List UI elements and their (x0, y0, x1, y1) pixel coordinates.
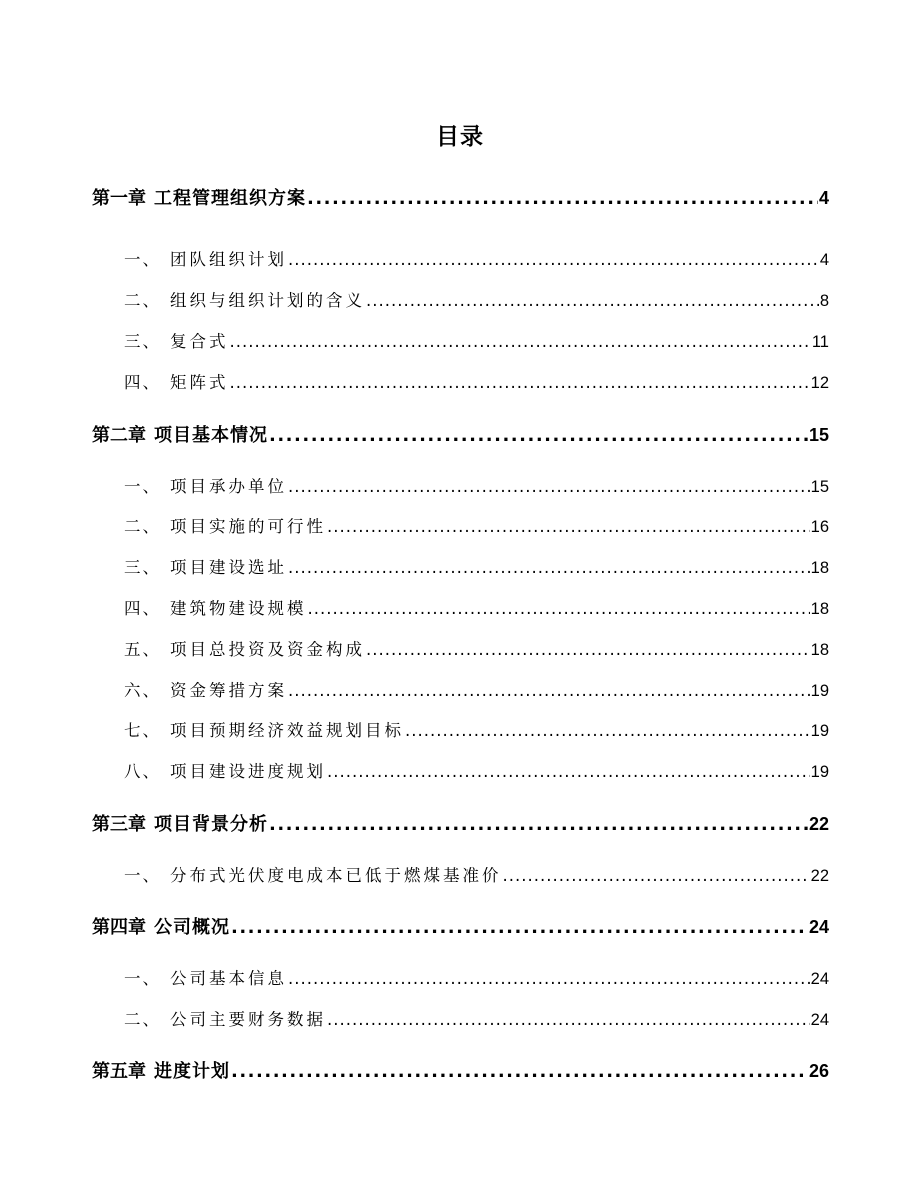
toc-section-entry[interactable] (92, 473, 829, 497)
toc-section-entry[interactable] (92, 595, 829, 619)
toc-page-number: 15 (810, 478, 829, 496)
toc-entry-number: 四、 (124, 599, 161, 618)
toc-entry-label: 建筑物建设规模 (170, 599, 307, 618)
toc-page-number: 18 (810, 641, 829, 659)
toc-dot-leader (288, 250, 819, 269)
toc-section-entry[interactable] (92, 717, 829, 741)
toc-chapter-entry[interactable] (92, 810, 829, 836)
toc-dot-leader (288, 969, 810, 988)
toc-dot-leader (288, 558, 810, 577)
toc-entry-label: 资金筹措方案 (170, 681, 287, 700)
toc-page-number: 8 (819, 292, 829, 310)
toc-dot-leader (269, 425, 808, 446)
toc-page-number: 18 (810, 559, 829, 577)
toc-dot-leader (231, 1061, 808, 1082)
toc-page-number: 24 (810, 970, 829, 988)
toc-entry-number: 第五章 (92, 1061, 146, 1082)
toc-entry-number: 七、 (124, 721, 161, 740)
toc-dot-leader (269, 814, 808, 835)
toc-entry-label: 项目总投资及资金构成 (170, 640, 365, 659)
toc-section-entry[interactable] (92, 513, 829, 537)
toc-entry-label: 矩阵式 (170, 373, 229, 392)
toc-dot-leader (231, 917, 808, 938)
toc-entry-label: 团队组织计划 (170, 250, 287, 269)
toc-entry-number: 第四章 (92, 917, 146, 938)
toc-entry-number: 二、 (124, 517, 161, 536)
toc-entry-number: 一、 (124, 866, 161, 885)
toc-section-entry[interactable] (92, 246, 829, 270)
toc-chapter-entry[interactable] (92, 913, 829, 939)
toc-page-number: 24 (808, 917, 829, 937)
toc-page-number: 19 (810, 722, 829, 740)
toc-dot-leader (327, 1010, 810, 1029)
toc-entry-number: 第三章 (92, 814, 146, 835)
toc-entry-number: 第一章 (92, 188, 146, 209)
toc-page-number: 24 (810, 1011, 829, 1029)
toc-entry-label: 项目建设选址 (170, 558, 287, 577)
toc-dot-leader (327, 762, 810, 781)
toc-entry-number: 六、 (124, 681, 161, 700)
toc-section-entry[interactable] (92, 1006, 829, 1030)
toc-page-number: 22 (808, 814, 829, 834)
toc-chapter-entry[interactable] (92, 184, 829, 210)
toc-chapter-entry[interactable] (92, 421, 829, 447)
toc-section-entry[interactable] (92, 636, 829, 660)
toc-dot-leader (288, 477, 810, 496)
toc-entry-number: 一、 (124, 250, 161, 269)
toc-page-number: 19 (810, 763, 829, 781)
toc-page-number: 4 (818, 188, 829, 208)
toc-page-number: 26 (808, 1061, 829, 1081)
toc-page-number: 19 (810, 682, 829, 700)
toc-dot-leader (288, 681, 810, 700)
toc-dot-leader (366, 640, 810, 659)
toc-entry-label: 项目承办单位 (170, 477, 287, 496)
toc-entry-label: 项目预期经济效益规划目标 (170, 721, 404, 740)
toc-page-number: 18 (810, 600, 829, 618)
toc-dot-leader (405, 721, 810, 740)
toc-title: 目录 (436, 124, 484, 150)
toc-section-entry[interactable] (92, 328, 829, 352)
toc-entry-number: 四、 (124, 373, 161, 392)
toc-section-entry[interactable] (92, 554, 829, 578)
toc-dot-leader (307, 188, 818, 209)
toc-entry-label: 项目实施的可行性 (170, 517, 326, 536)
toc-entry-label: 复合式 (170, 332, 229, 351)
toc-entry-number: 八、 (124, 762, 161, 781)
toc-entry-label: 公司主要财务数据 (170, 1010, 326, 1029)
toc-dot-leader (366, 291, 819, 310)
toc-dot-leader (327, 517, 810, 536)
toc-page-number: 15 (808, 425, 829, 445)
toc-page-number: 22 (810, 867, 829, 885)
toc-entry-label: 项目建设进度规划 (170, 762, 326, 781)
toc-section-entry[interactable] (92, 677, 829, 701)
toc-entry-number: 第二章 (92, 425, 146, 446)
toc-chapter-entry[interactable] (92, 1057, 829, 1083)
toc-section-entry[interactable] (92, 862, 829, 886)
toc-entry-label: 公司基本信息 (170, 969, 287, 988)
toc-page-number: 11 (811, 333, 829, 351)
toc-dot-leader (308, 599, 810, 618)
toc-section-entry[interactable] (92, 287, 829, 311)
toc-page-number: 16 (810, 518, 829, 536)
toc-entry-label: 项目基本情况 (154, 425, 268, 446)
toc-page-number: 12 (810, 374, 829, 392)
toc-entry-label: 分布式光伏度电成本已低于燃煤基准价 (170, 866, 502, 885)
toc-section-entry[interactable] (92, 758, 829, 782)
toc-entry-number: 五、 (124, 640, 161, 659)
toc-entry-label: 组织与组织计划的含义 (170, 291, 365, 310)
toc-entry-label: 进度计划 (154, 1061, 230, 1082)
toc-section-entry[interactable] (92, 369, 829, 393)
toc-entry-number: 一、 (124, 969, 161, 988)
toc-section-entry[interactable] (92, 965, 829, 989)
toc-entry-label: 公司概况 (154, 917, 230, 938)
toc-entry-number: 三、 (124, 332, 161, 351)
toc-entry-number: 二、 (124, 1010, 161, 1029)
toc-entry-label: 工程管理组织方案 (154, 188, 306, 209)
toc-dot-leader (230, 332, 811, 351)
toc-entry-number: 三、 (124, 558, 161, 577)
toc-entry-number: 二、 (124, 291, 161, 310)
toc-page-number: 4 (819, 251, 829, 269)
toc-dot-leader (230, 373, 810, 392)
toc-entry-number: 一、 (124, 477, 161, 496)
toc-entry-label: 项目背景分析 (154, 814, 268, 835)
toc-dot-leader (503, 866, 810, 885)
